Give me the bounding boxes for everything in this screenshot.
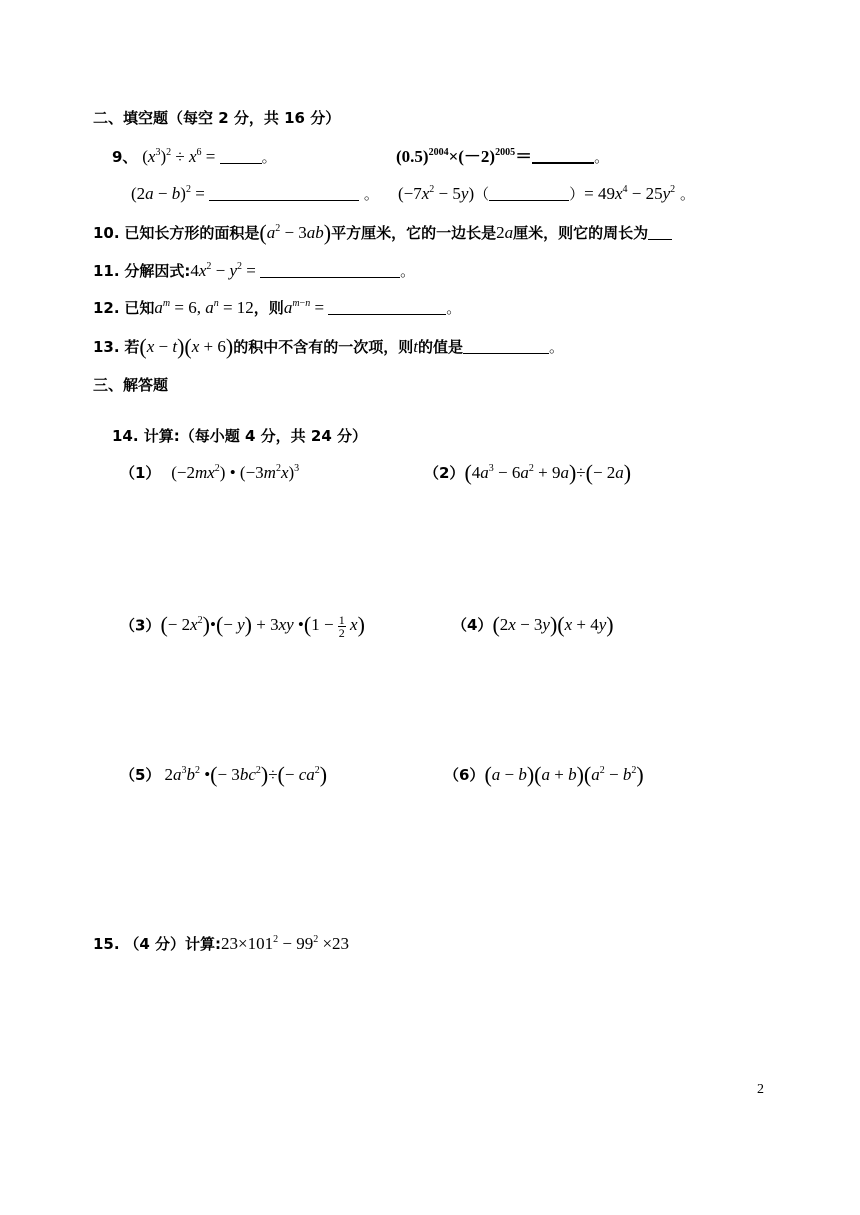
math-14-5: $2a^3b^2$ •(− $3bc^2)\div(- ca^2)$	[164, 762, 328, 787]
answer-blank-12[interactable]	[328, 300, 446, 315]
question-9-label: 9、	[112, 148, 138, 166]
question-14-item-3	[120, 614, 365, 639]
fraction-one-half: $\frac{1}{2}$	[338, 613, 345, 640]
period-12: 。	[446, 299, 462, 317]
math-13-t: t	[413, 337, 418, 356]
question-15-text: （4 分）计算:	[124, 935, 222, 953]
question-11-label: 11.	[93, 262, 120, 280]
math-14-2: $(4a^3 - 6a^2 + 9a)\div(- 2a)$	[464, 460, 632, 485]
question-11-text: 分解因式:	[124, 262, 191, 280]
math-14-1: $(-2mx^2)$ • $(-3m^2x)^3$	[171, 463, 300, 482]
question-9-part-d	[398, 183, 695, 205]
question-11	[93, 260, 415, 282]
question-10-label: 10.	[93, 224, 120, 242]
item-1-label: （1）	[120, 464, 161, 482]
question-15	[93, 933, 349, 955]
question-14-heading: 14. 计算:（每小题 4 分，共 24 分）	[112, 427, 367, 445]
question-13-label: 13.	[93, 338, 120, 356]
math-11: $4x^2 - y^2$ =	[190, 261, 261, 280]
math-9b-base2: ×(－2)	[448, 147, 496, 166]
item-3-label: （3）	[120, 616, 161, 635]
period-13: 。	[548, 338, 564, 356]
answer-blank-9d[interactable]	[489, 186, 569, 201]
math-9a: $(x^3)^2 \div x^6$ =	[142, 147, 220, 166]
math-14-3: (− $2x^2)•(- y) + 3xy$ •(1 − $\frac{1}{2}$ x)	[160, 612, 365, 640]
answer-blank-9c[interactable]	[209, 186, 359, 201]
question-9-row-1	[112, 146, 277, 168]
question-14-item-5	[120, 764, 327, 786]
question-9-row-2	[131, 183, 379, 205]
period-9c: 。	[363, 185, 379, 203]
period-9d: 。	[679, 185, 695, 203]
math-12-given: $a^m = 6$, $a^n = 12$	[154, 298, 254, 317]
math-15: $23\times 101^2 - 99^2 \times 23$	[221, 934, 350, 953]
math-14-6: $(a - b)(a + b)(a^2 - b^2)$	[484, 762, 644, 787]
section-2-heading: 二、填空题（每空 2 分，共 16 分）	[93, 109, 341, 127]
period-11: 。	[400, 262, 416, 280]
question-14-item-6	[444, 764, 644, 786]
question-10-text-1: 已知长方形的面积是	[124, 224, 260, 242]
question-12-text-2: ，则	[253, 299, 284, 317]
math-9d-right: = $49x^4 - 25y^2$	[584, 184, 676, 203]
math-10-side: 2a	[496, 223, 514, 242]
math-12-ask: $a^{m-n}$ =	[283, 298, 329, 317]
answer-blank-11[interactable]	[260, 263, 400, 278]
paren-open-9d: （	[474, 185, 490, 203]
math-9b-base1: (0.5)	[396, 147, 429, 166]
question-9-part-b	[396, 146, 609, 168]
math-14-4: (2x − 3y)(x + 4y)	[492, 612, 614, 637]
question-15-label: 15.	[93, 935, 120, 953]
item-6-label: （6）	[444, 766, 485, 784]
item-5-label: （5）	[120, 766, 161, 784]
math-9b	[396, 147, 532, 166]
math-9b-eq: ＝	[515, 147, 533, 166]
answer-blank-13[interactable]	[463, 339, 549, 354]
question-12-text-1: 已知	[124, 299, 155, 317]
question-13-text-2: 的积中不含有的一次项，则	[233, 338, 414, 356]
question-13-text-3: 的值是	[417, 338, 463, 356]
math-13: (x − t)(x + 6)	[139, 334, 234, 359]
period-9a: 。	[261, 148, 277, 166]
answer-blank-9b[interactable]	[532, 148, 594, 164]
item-4-label: （4）	[452, 616, 493, 634]
math-9b-exp2: 2005	[495, 147, 516, 158]
question-12	[93, 297, 461, 319]
math-10-area: $(a^2 - 3ab)$	[259, 220, 332, 245]
question-10-text-3: 厘米，则它的周长为	[513, 224, 649, 242]
item-2-label: （2）	[424, 464, 465, 482]
question-10-text-2: 平方厘米，它的一边长是	[331, 224, 497, 242]
answer-blank-9a[interactable]	[220, 149, 262, 164]
question-14-item-2	[424, 462, 631, 484]
page-number: 2	[757, 1082, 764, 1097]
period-9b: 。	[594, 148, 610, 166]
paren-close-9d: ）	[569, 185, 585, 203]
answer-blank-10[interactable]	[648, 225, 672, 240]
math-9d-left: $(-7x^2 - 5y)$	[398, 184, 475, 203]
question-14-item-4	[452, 614, 614, 636]
question-13	[93, 336, 564, 358]
question-13-text-1: 若	[124, 338, 140, 356]
question-10	[93, 222, 672, 244]
math-9c: $(2a - b)^2$ =	[131, 184, 210, 203]
question-14-item-1	[120, 462, 299, 484]
section-3-heading: 三、解答题	[93, 376, 169, 394]
question-12-label: 12.	[93, 299, 120, 317]
math-9b-exp1: 2004	[428, 147, 449, 158]
